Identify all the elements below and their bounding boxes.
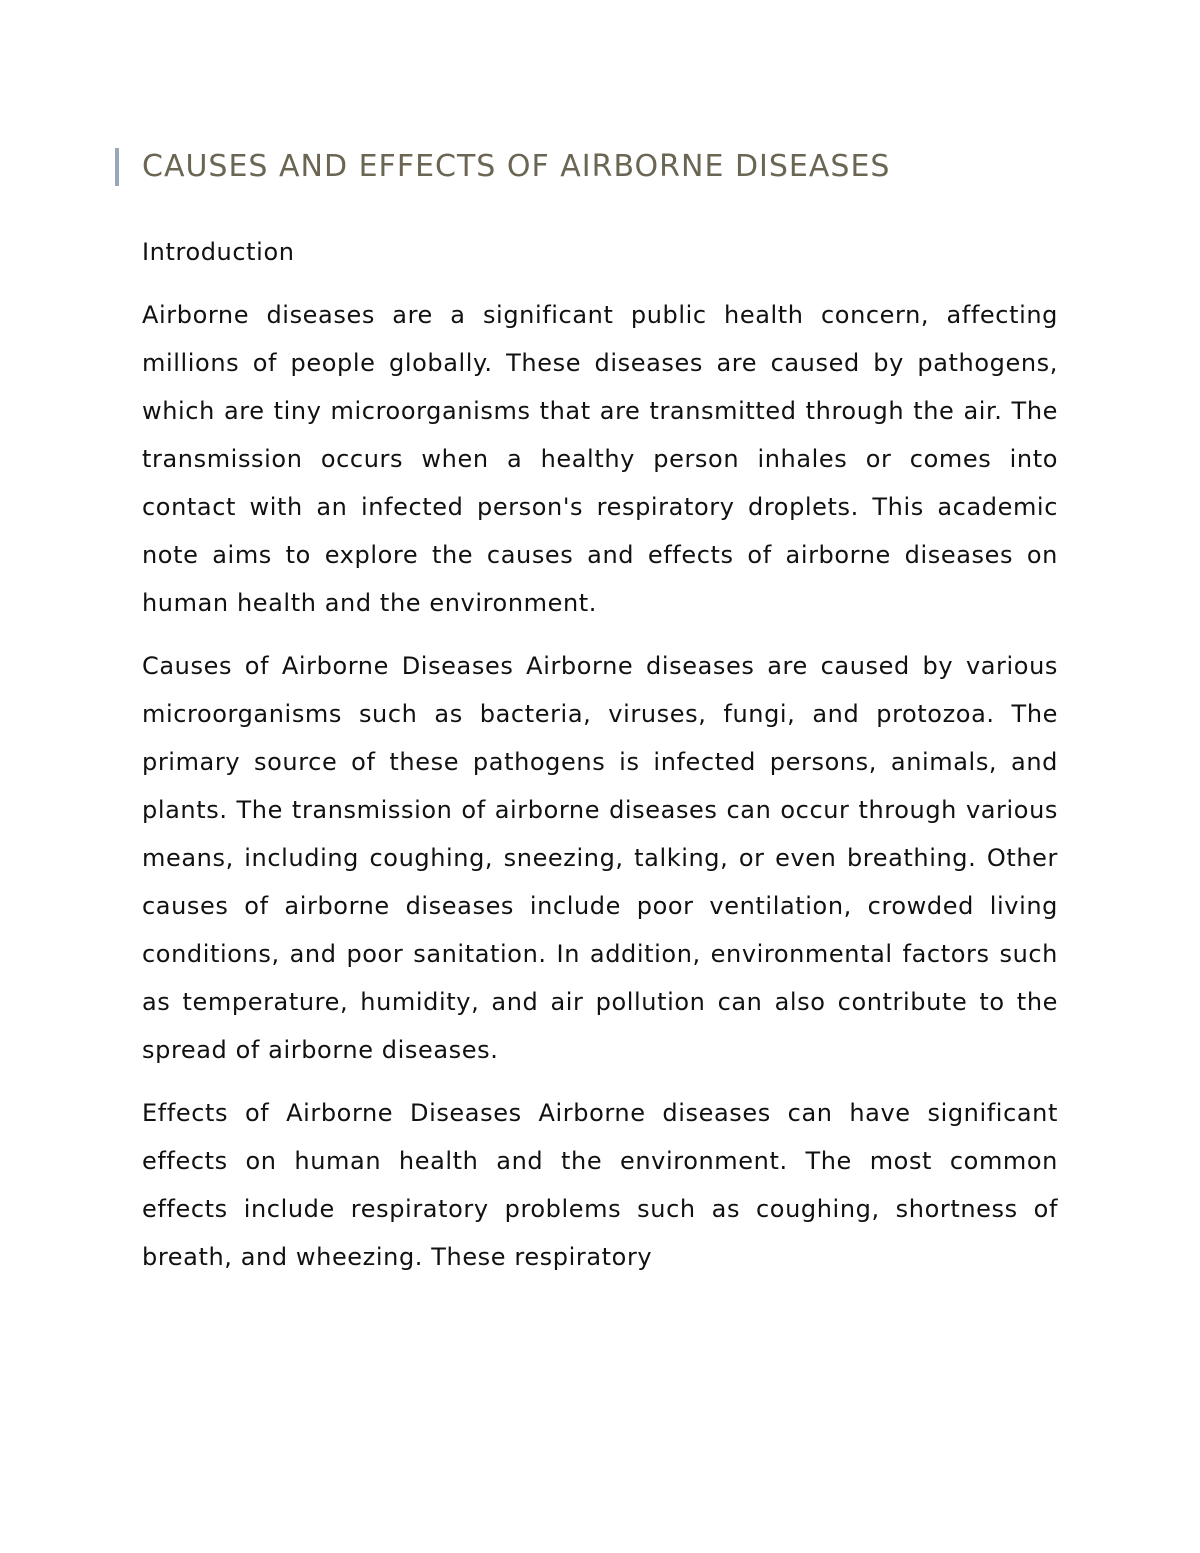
document-title: CAUSES AND EFFECTS OF AIRBORNE DISEASES (142, 149, 891, 184)
section-heading-introduction: Introduction (142, 238, 295, 266)
title-accent-bar (115, 148, 119, 186)
paragraph-effects: Effects of Airborne Diseases Airborne diseases can have significant effects on human health and the environment. The most common effects include respiratory problems such as coughing, shortness of breath, and wheezing. These respiratory (142, 1099, 1058, 1271)
document-body (142, 228, 1058, 1296)
paragraph-introduction: Airborne diseases are a significant public health concern, affecting millions of people globally. These diseases are caused by pathogens, which are tiny microorganisms that are transmitted through the air. The transmission occurs when a healthy person inhales or comes into contact with an infected person's respiratory droplets. This academic note aims to explore the causes and effects of airborne diseases on human health and the environment. (142, 301, 1058, 617)
paragraph-causes: Causes of Airborne Diseases Airborne diseases are caused by various microorganisms such as bacteria, viruses, fungi, and protozoa. The primary source of these pathogens is infected persons, animals, and plants. The transmission of airborne diseases can occur through various means, including coughing, sneezing, talking, or even breathing. Other causes of airborne diseases include poor ventilation, crowded living conditions, and poor sanitation. In addition, environmental factors such as temperature, humidity, and air pollution can also contribute to the spread of airborne diseases. (142, 652, 1058, 1064)
